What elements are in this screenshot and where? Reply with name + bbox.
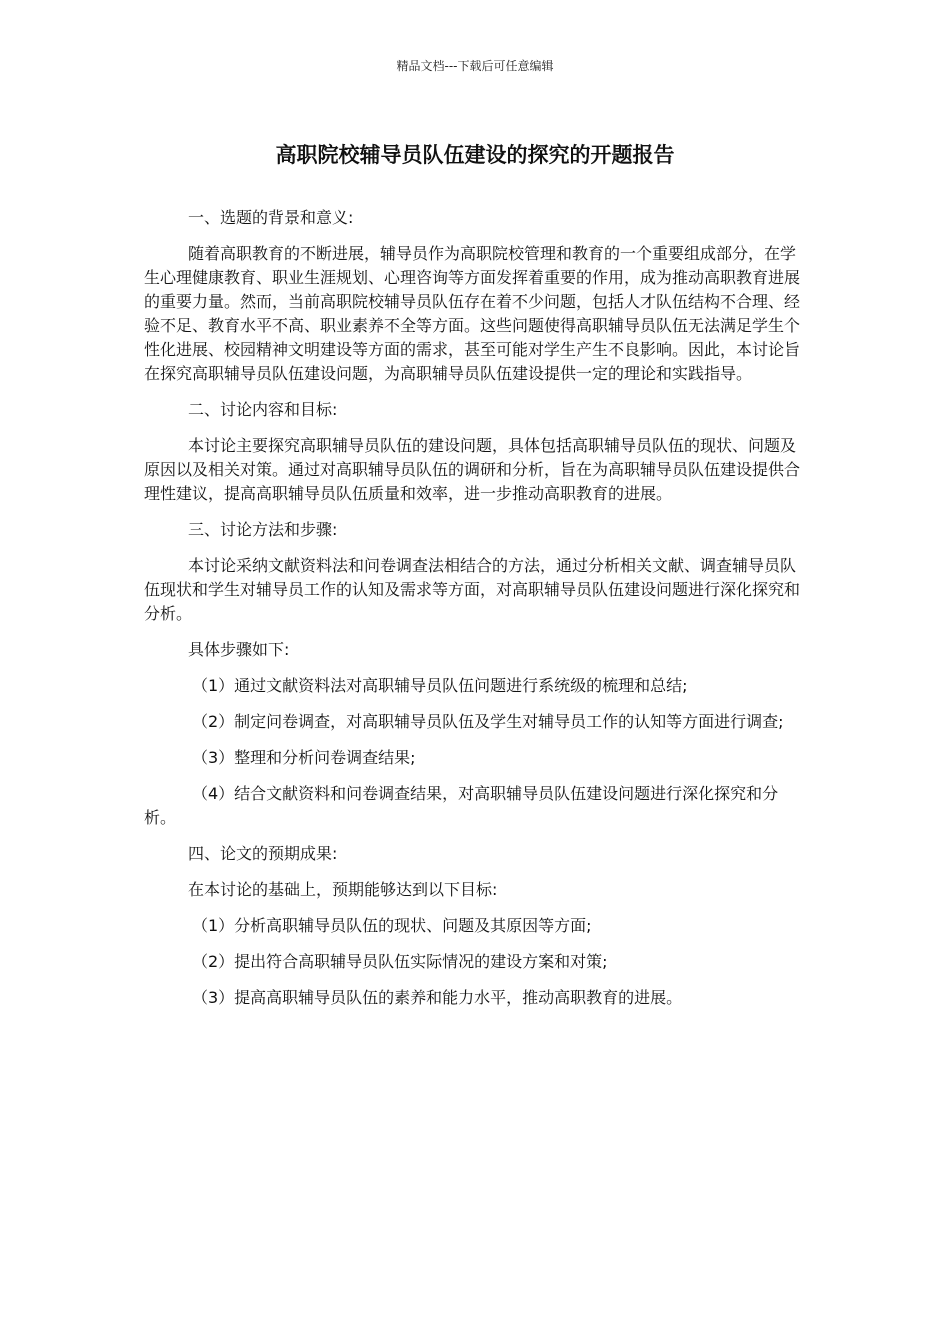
section-3-step-3: （3）整理和分析问卷调查结果; [192, 748, 416, 767]
section-3-steps-intro: 具体步骤如下: [188, 640, 290, 659]
section-3-step-1: （1）通过文献资料法对高职辅导员队伍问题进行系统级的梳理和总结; [192, 676, 688, 695]
section-3-paragraph: 本讨论采纳文献资料法和问卷调查法相结合的方法，通过分析相关文献、调查辅导员队伍现状和学生对辅导员工作的认知及需求等方面，对高职辅导员队伍建设问题进行深化探究和分析。 [144, 556, 801, 623]
section-2-heading: 二、讨论内容和目标: [188, 400, 338, 419]
section-4-item-2: （2）提出符合高职辅导员队伍实际情况的建设方案和对策; [192, 952, 608, 971]
page-header: 精品文档---下载后可任意编辑 [396, 59, 554, 73]
section-4-heading: 四、论文的预期成果: [188, 844, 338, 863]
section-1-heading: 一、选题的背景和意义: [188, 208, 354, 227]
document-title: 高职院校辅导员队伍建设的探究的开题报告 [275, 143, 675, 167]
section-4-item-1: （1）分析高职辅导员队伍的现状、问题及其原因等方面; [192, 916, 592, 935]
document-body [144, 206, 804, 1022]
section-4-intro: 在本讨论的基础上，预期能够达到以下目标: [188, 880, 498, 899]
section-3-step-4: （4）结合文献资料和问卷调查结果，对高职辅导员队伍建设问题进行深化探究和分析。 [144, 784, 779, 827]
section-3-heading: 三、讨论方法和步骤: [188, 520, 338, 539]
section-2-paragraph: 本讨论主要探究高职辅导员队伍的建设问题，具体包括高职辅导员队伍的现状、问题及原因以及相关对策。通过对高职辅导员队伍的调研和分析，旨在为高职辅导员队伍建设提供合理性建议，提高高职辅导员队伍质量和效率，进一步推动高职教育的进展。 [144, 436, 801, 503]
section-4-item-3: （3）提高高职辅导员队伍的素养和能力水平，推动高职教育的进展。 [192, 988, 683, 1007]
section-1-paragraph: 随着高职教育的不断进展，辅导员作为高职院校管理和教育的一个重要组成部分，在学生心理健康教育、职业生涯规划、心理咨询等方面发挥着重要的作用，成为推动高职教育进展的重要力量。然而，当前高职院校辅导员队伍存在着不少问题，包括人才队伍结构不合理、经验不足、教育水平不高、职业素养不全等方面。这些问题使得高职辅导员队伍无法满足学生个性化进展、校园精神文明建设等方面的需求，甚至可能对学生产生不良影响。因此，本讨论旨在探究高职辅导员队伍建设问题，为高职辅导员队伍建设提供一定的理论和实践指导。 [144, 244, 801, 383]
section-3-step-2: （2）制定问卷调查，对高职辅导员队伍及学生对辅导员工作的认知等方面进行调查; [192, 712, 784, 731]
